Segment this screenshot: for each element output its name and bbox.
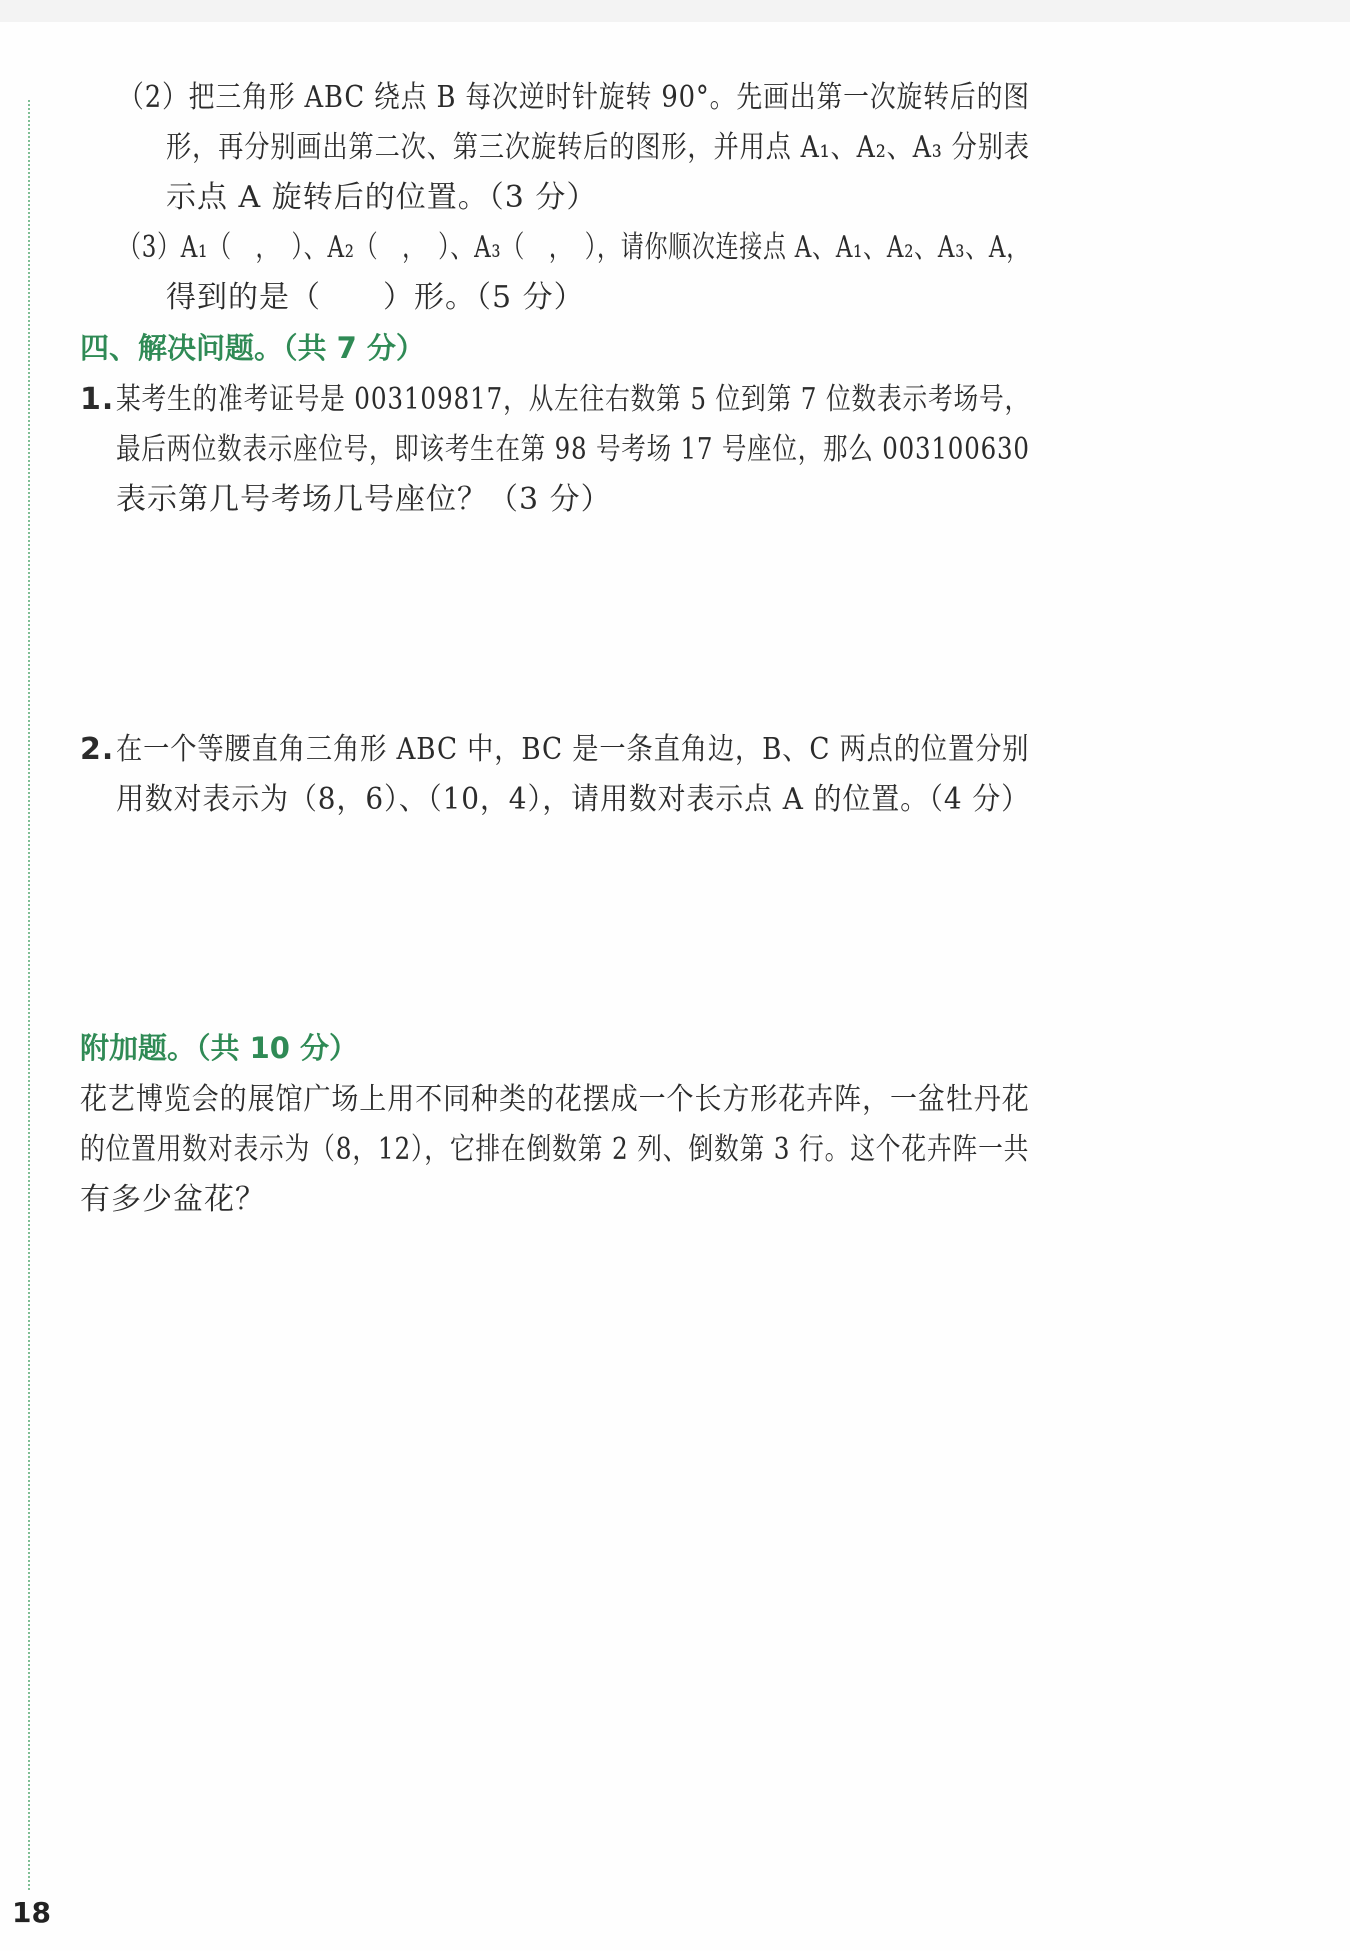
margin-dotted-line [28,100,30,1890]
part2-line1: （2）把三角形 ABC 绕点 B 每次逆时针旋转 90°。先画出第一次旋转后的图 [118,80,1030,115]
section4-heading: 四、解决问题。（共 7 分） [80,331,425,365]
bonus-line2: 的位置用数对表示为（8，12），它排在倒数第 2 列、倒数第 3 行。这个花卉阵一共 [80,1132,1030,1167]
bonus-line1: 花艺博览会的展馆广场上用不同种类的花摆成一个长方形花卉阵，一盆牡丹花 [80,1082,1030,1117]
bonus-heading: 附加题。（共 10 分） [80,1031,359,1065]
problem1-number: 1. [80,382,115,417]
part3-line2: 得到的是（ ）形。（5 分） [166,280,585,315]
problem1-line2: 最后两位数表示座位号，即该考生在第 98 号考场 17 号座位，那么 003100630 [116,432,1030,467]
problem2-number: 2. [80,732,115,767]
page-number: 18 [12,1896,51,1929]
bonus-line3: 有多少盆花？ [80,1182,266,1217]
part2-line3: 示点 A 旋转后的位置。（3 分） [166,180,598,215]
problem1-line1: 某考生的准考证号是 003109817，从左往右数第 5 位到第 7 位数表示考场号， [116,382,1031,417]
top-band [0,0,1350,22]
problem1-line3: 表示第几号考场几号座位？（3 分） [116,482,612,517]
part2-line2: 形，再分别画出第二次、第三次旋转后的图形，并用点 A₁、A₂、A₃ 分别表 [166,130,1030,165]
part3-line1: （3）A₁（ ， ）、A₂（ ， ）、A₃（ ， ），请你顺次连接点 A、A₁、A₂、A₃、A， [118,230,1030,265]
problem2-line1: 在一个等腰直角三角形 ABC 中，BC 是一条直角边，B、C 两点的位置分别 [116,732,1030,767]
problem2-line2: 用数对表示为（8，6）、（10，4），请用数对表示点 A 的位置。（4 分） [116,782,1031,817]
